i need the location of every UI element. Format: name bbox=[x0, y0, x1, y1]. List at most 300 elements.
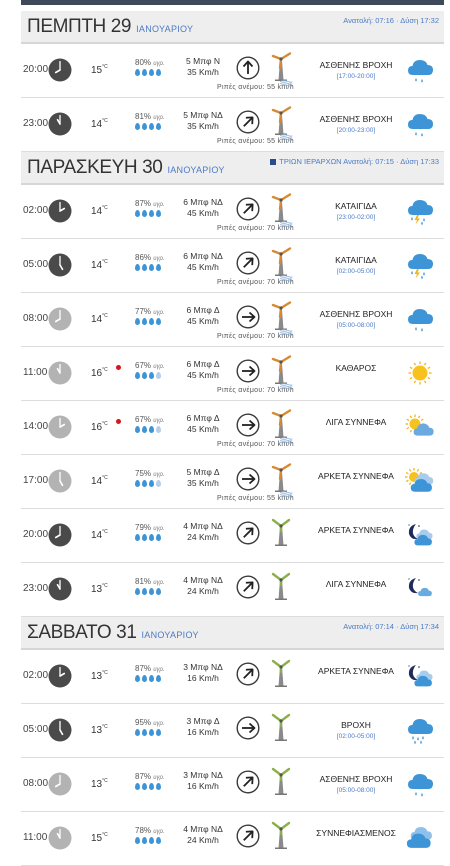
humidity bbox=[135, 58, 165, 67]
temperature-value: 13 bbox=[91, 671, 103, 682]
wind-turbine-icon bbox=[269, 516, 293, 546]
humidity-label: υγρ. bbox=[153, 115, 165, 121]
drop-icon bbox=[142, 372, 147, 379]
condition-period: [17:00-20:00] bbox=[336, 73, 376, 80]
drop-icon bbox=[135, 426, 140, 433]
storm-icon bbox=[405, 197, 435, 225]
humidity bbox=[135, 199, 165, 208]
hot-indicator bbox=[116, 365, 121, 370]
wind-gust-icon bbox=[279, 275, 293, 282]
temperature-value: 15 bbox=[91, 65, 103, 76]
wind-gusts: Ριπές ανέμου: 70 km/h bbox=[216, 333, 294, 340]
temperature-value: 14 bbox=[91, 206, 103, 217]
drop-icon bbox=[142, 729, 147, 736]
time-label: 05:00 bbox=[23, 724, 49, 735]
clock-icon bbox=[48, 469, 72, 493]
drop-icon bbox=[156, 588, 161, 595]
drop-icon bbox=[156, 729, 161, 736]
humidity-drops bbox=[135, 588, 163, 595]
clock-icon bbox=[48, 664, 72, 688]
drop-icon bbox=[135, 123, 140, 130]
humidity-drops bbox=[135, 837, 163, 844]
temperature-unit: °C bbox=[102, 529, 108, 535]
clock-icon bbox=[48, 415, 72, 439]
temperature-unit: °C bbox=[102, 205, 108, 211]
temperature-value: 16 bbox=[91, 368, 103, 379]
clock-icon bbox=[48, 307, 72, 331]
humidity-value: 75% bbox=[135, 469, 152, 478]
humidity bbox=[135, 826, 165, 835]
drop-icon bbox=[149, 426, 154, 433]
hot-indicator bbox=[116, 419, 121, 424]
forecast-row bbox=[21, 239, 444, 293]
time-label: 14:00 bbox=[23, 421, 49, 432]
drop-icon bbox=[142, 210, 147, 217]
humidity bbox=[135, 469, 165, 478]
humidity-value: 80% bbox=[135, 58, 152, 67]
sun-times: Ανατολή: 07:15 · Δύση 17:33 bbox=[343, 157, 439, 166]
time-label: 02:00 bbox=[23, 670, 49, 681]
drop-icon bbox=[149, 480, 154, 487]
drop-icon bbox=[156, 534, 161, 541]
temperature-value: 14 bbox=[91, 260, 103, 271]
condition-period: [23:00-02:00] bbox=[336, 214, 376, 221]
wind-info bbox=[171, 197, 235, 219]
drop-icon bbox=[142, 480, 147, 487]
time-label: 23:00 bbox=[23, 583, 49, 594]
humidity-drops bbox=[135, 69, 163, 76]
wind-turbine-icon bbox=[269, 246, 293, 276]
wind-beaufort: 3 Μπφ ΝΔ bbox=[183, 662, 223, 672]
humidity-value: 87% bbox=[135, 772, 152, 781]
sun-icon bbox=[405, 359, 435, 387]
humidity-label: υγρ. bbox=[153, 580, 165, 586]
humidity-value: 67% bbox=[135, 415, 152, 424]
humidity-value: 87% bbox=[135, 199, 152, 208]
wind-turbine-icon bbox=[269, 765, 293, 795]
top-bar bbox=[21, 0, 444, 5]
humidity-drops bbox=[135, 480, 163, 487]
temperature-value: 14 bbox=[91, 476, 103, 487]
time-label: 05:00 bbox=[23, 259, 49, 270]
wind-beaufort: 4 Μπφ ΝΔ bbox=[183, 521, 223, 531]
humidity-label: υγρ. bbox=[153, 667, 165, 673]
arrow-up-right-icon bbox=[236, 197, 260, 221]
wind-gust-icon bbox=[279, 80, 293, 87]
humidity-value: 81% bbox=[135, 577, 152, 586]
wind-info bbox=[171, 467, 235, 489]
humidity-label: υγρ. bbox=[153, 256, 165, 262]
humidity-drops bbox=[135, 426, 163, 433]
arrow-up-right-icon bbox=[236, 770, 260, 794]
wind-info bbox=[171, 521, 235, 543]
temperature-value: 15 bbox=[91, 833, 103, 844]
arrow-right-icon bbox=[236, 467, 260, 491]
day-date: ΠΕΜΠΤΗ 29 bbox=[27, 16, 132, 37]
temperature-unit: °C bbox=[102, 583, 108, 589]
wind-turbine-icon bbox=[269, 657, 293, 687]
temperature-value: 14 bbox=[91, 530, 103, 541]
drop-icon bbox=[156, 426, 161, 433]
wind-speed: 24 Km/h bbox=[187, 835, 219, 845]
wind-gusts: Ριπές ανέμου: 55 km/h bbox=[216, 495, 294, 502]
wind-info bbox=[171, 110, 235, 132]
time-label: 23:00 bbox=[23, 118, 49, 129]
humidity-drops bbox=[135, 372, 163, 379]
condition-period: [20:00-23:00] bbox=[336, 127, 376, 134]
drop-icon bbox=[149, 675, 154, 682]
temperature-value: 13 bbox=[91, 779, 103, 790]
day-date: ΣΑΒΒΑΤΟ 31 bbox=[27, 622, 137, 643]
condition-label: ΑΣΘΕΝΗΣ ΒΡΟΧΗ bbox=[319, 774, 393, 784]
temperature-unit: °C bbox=[102, 313, 108, 319]
humidity-drops bbox=[135, 264, 163, 271]
forecast-row bbox=[21, 704, 444, 758]
wind-speed: 45 Km/h bbox=[187, 262, 219, 272]
condition-label: ΑΡΚΕΤΑ ΣΥΝΝΕΦΑ bbox=[318, 525, 394, 535]
drop-icon bbox=[156, 783, 161, 790]
clock-icon bbox=[48, 523, 72, 547]
condition-label: ΒΡΟΧΗ bbox=[341, 720, 371, 730]
clock-icon bbox=[48, 199, 72, 223]
humidity-value: 86% bbox=[135, 253, 152, 262]
drop-icon bbox=[149, 123, 154, 130]
temperature bbox=[91, 313, 108, 325]
drop-icon bbox=[149, 837, 154, 844]
wind-beaufort: 4 Μπφ ΝΔ bbox=[183, 575, 223, 585]
clock-icon bbox=[48, 112, 72, 136]
light-rain-icon bbox=[405, 770, 435, 798]
temperature bbox=[91, 832, 108, 844]
day-month: ΙΑΝΟΥΑΡΙΟΥ bbox=[136, 24, 194, 34]
drop-icon bbox=[149, 264, 154, 271]
forecast-row bbox=[21, 509, 444, 563]
sun-times: Ανατολή: 07:14 · Δύση 17:34 bbox=[343, 622, 439, 631]
drop-icon bbox=[149, 318, 154, 325]
moon-clouds-icon bbox=[405, 521, 435, 549]
wind-speed: 45 Km/h bbox=[187, 370, 219, 380]
wind-speed: 16 Km/h bbox=[187, 673, 219, 683]
drop-icon bbox=[149, 69, 154, 76]
wind-turbine-icon bbox=[269, 192, 293, 222]
wind-turbine-icon bbox=[269, 300, 293, 330]
humidity-label: υγρ. bbox=[153, 526, 165, 532]
drop-icon bbox=[156, 210, 161, 217]
condition-period: [05:00-08:00] bbox=[336, 322, 376, 329]
humidity bbox=[135, 253, 165, 262]
humidity-value: 77% bbox=[135, 307, 152, 316]
day-header bbox=[21, 152, 444, 185]
time-label: 17:00 bbox=[23, 475, 49, 486]
humidity-drops bbox=[135, 783, 163, 790]
moon-cloud-icon bbox=[405, 575, 435, 603]
drop-icon bbox=[142, 123, 147, 130]
humidity-value: 79% bbox=[135, 523, 152, 532]
drop-icon bbox=[142, 837, 147, 844]
condition-label: ΚΑΘΑΡΟΣ bbox=[335, 363, 377, 373]
forecast-list bbox=[21, 11, 444, 866]
wind-gust-icon bbox=[279, 437, 293, 444]
clock-icon bbox=[48, 58, 72, 82]
clock-icon bbox=[48, 718, 72, 742]
wind-gusts: Ριπές ανέμου: 70 km/h bbox=[216, 387, 294, 394]
wind-info bbox=[171, 662, 235, 684]
drop-icon bbox=[135, 588, 140, 595]
drop-icon bbox=[149, 783, 154, 790]
humidity bbox=[135, 772, 165, 781]
forecast-row bbox=[21, 44, 444, 98]
day-title bbox=[27, 16, 193, 38]
humidity-label: υγρ. bbox=[153, 61, 165, 67]
wind-gusts: Ριπές ανέμου: 70 km/h bbox=[216, 441, 294, 448]
temperature-value: 13 bbox=[91, 725, 103, 736]
temperature bbox=[91, 670, 108, 682]
humidity bbox=[135, 718, 165, 727]
humidity bbox=[135, 361, 165, 370]
light-rain-icon bbox=[405, 56, 435, 84]
humidity-label: υγρ. bbox=[153, 418, 165, 424]
drop-icon bbox=[156, 480, 161, 487]
wind-beaufort: 3 Μπφ ΝΔ bbox=[183, 770, 223, 780]
temperature bbox=[91, 64, 108, 76]
condition-label: ΚΑΤΑΙΓΙΔΑ bbox=[335, 255, 377, 265]
clock-icon bbox=[48, 253, 72, 277]
clock-icon bbox=[48, 577, 72, 601]
day-title bbox=[27, 157, 225, 179]
drop-icon bbox=[135, 783, 140, 790]
drop-icon bbox=[142, 318, 147, 325]
condition-label: ΑΣΘΕΝΗΣ ΒΡΟΧΗ bbox=[319, 309, 393, 319]
drop-icon bbox=[156, 372, 161, 379]
wind-speed: 35 Km/h bbox=[187, 478, 219, 488]
condition-label: ΑΣΘΕΝΗΣ ΒΡΟΧΗ bbox=[319, 114, 393, 124]
time-label: 20:00 bbox=[23, 64, 49, 75]
humidity-value: 81% bbox=[135, 112, 152, 121]
drop-icon bbox=[142, 534, 147, 541]
wind-info bbox=[171, 251, 235, 273]
wind-speed: 35 Km/h bbox=[187, 67, 219, 77]
drop-icon bbox=[156, 69, 161, 76]
wind-info bbox=[171, 575, 235, 597]
condition-label: ΑΣΘΕΝΗΣ ΒΡΟΧΗ bbox=[319, 60, 393, 70]
wind-gust-icon bbox=[279, 134, 293, 141]
temperature-unit: °C bbox=[102, 724, 108, 730]
humidity-value: 67% bbox=[135, 361, 152, 370]
humidity-drops bbox=[135, 729, 163, 736]
humidity-value: 95% bbox=[135, 718, 152, 727]
wind-beaufort: 4 Μπφ ΝΔ bbox=[183, 824, 223, 834]
wind-beaufort: 6 Μπφ Δ bbox=[186, 359, 220, 369]
time-label: 11:00 bbox=[23, 832, 48, 843]
wind-info bbox=[171, 770, 235, 792]
sun-clouds-icon bbox=[405, 467, 435, 495]
drop-icon bbox=[142, 783, 147, 790]
temperature-value: 13 bbox=[91, 584, 103, 595]
wind-speed: 35 Km/h bbox=[187, 121, 219, 131]
overcast-icon bbox=[405, 824, 435, 852]
wind-turbine-icon bbox=[269, 570, 293, 600]
forecast-row bbox=[21, 758, 444, 812]
wind-info bbox=[171, 359, 235, 381]
humidity-value: 78% bbox=[135, 826, 152, 835]
wind-turbine-icon bbox=[269, 51, 293, 81]
condition-period: [02:00-05:00] bbox=[336, 268, 376, 275]
day-date: ΠΑΡΑΣΚΕΥΗ 30 bbox=[27, 157, 163, 178]
wind-info bbox=[171, 305, 235, 327]
forecast-row bbox=[21, 347, 444, 401]
wind-speed: 45 Km/h bbox=[187, 424, 219, 434]
drop-icon bbox=[135, 264, 140, 271]
temperature-unit: °C bbox=[102, 64, 108, 70]
wind-speed: 24 Km/h bbox=[187, 586, 219, 596]
moon-clouds-icon bbox=[405, 662, 435, 690]
temperature bbox=[91, 367, 108, 379]
temperature bbox=[91, 118, 108, 130]
clock-icon bbox=[48, 826, 72, 850]
clock-icon bbox=[48, 772, 72, 796]
drop-icon bbox=[135, 675, 140, 682]
temperature-unit: °C bbox=[102, 670, 108, 676]
drop-icon bbox=[149, 588, 154, 595]
condition-label: ΛΙΓΑ ΣΥΝΝΕΦΑ bbox=[325, 417, 387, 427]
wind-speed: 16 Km/h bbox=[187, 727, 219, 737]
humidity-label: υγρ. bbox=[153, 310, 165, 316]
drop-icon bbox=[142, 675, 147, 682]
wind-speed: 16 Km/h bbox=[187, 781, 219, 791]
temperature-unit: °C bbox=[102, 421, 108, 427]
arrow-right-icon bbox=[236, 413, 260, 437]
forecast-row bbox=[21, 563, 444, 617]
forecast-row bbox=[21, 401, 444, 455]
condition-label: ΚΑΤΑΙΓΙΔΑ bbox=[335, 201, 377, 211]
drop-icon bbox=[149, 534, 154, 541]
humidity-drops bbox=[135, 318, 163, 325]
humidity-label: υγρ. bbox=[153, 364, 165, 370]
wind-gusts: Ριπές ανέμου: 70 km/h bbox=[216, 279, 294, 286]
humidity-drops bbox=[135, 123, 163, 130]
drop-icon bbox=[135, 210, 140, 217]
sun-cloud-icon bbox=[405, 413, 435, 441]
temperature-unit: °C bbox=[102, 475, 108, 481]
temperature-unit: °C bbox=[102, 118, 108, 124]
time-label: 08:00 bbox=[23, 778, 49, 789]
drop-icon bbox=[135, 837, 140, 844]
sunrise-sunset bbox=[270, 157, 439, 166]
time-label: 02:00 bbox=[23, 205, 49, 216]
wind-gust-icon bbox=[279, 383, 293, 390]
wind-beaufort: 6 Μπφ ΝΔ bbox=[183, 251, 223, 261]
arrow-up-right-icon bbox=[236, 521, 260, 545]
humidity bbox=[135, 577, 165, 586]
humidity-value: 87% bbox=[135, 664, 152, 673]
drop-icon bbox=[156, 837, 161, 844]
humidity-label: υγρ. bbox=[153, 721, 165, 727]
drop-icon bbox=[156, 318, 161, 325]
temperature-unit: °C bbox=[102, 778, 108, 784]
arrow-right-icon bbox=[236, 359, 260, 383]
wind-gusts: Ριπές ανέμου: 55 km/h bbox=[216, 138, 294, 145]
temperature-unit: °C bbox=[102, 367, 108, 373]
day-title bbox=[27, 622, 199, 644]
temperature bbox=[91, 583, 108, 595]
wind-gusts: Ριπές ανέμου: 55 km/h bbox=[216, 84, 294, 91]
forecast-row bbox=[21, 650, 444, 704]
drop-icon bbox=[142, 426, 147, 433]
drop-icon bbox=[142, 264, 147, 271]
humidity-drops bbox=[135, 675, 163, 682]
wind-turbine-icon bbox=[269, 462, 293, 492]
arrow-up-right-icon bbox=[236, 110, 260, 134]
drop-icon bbox=[135, 480, 140, 487]
light-rain-icon bbox=[405, 305, 435, 333]
temperature bbox=[91, 205, 108, 217]
arrow-up-icon bbox=[236, 56, 260, 80]
temperature bbox=[91, 259, 108, 271]
temperature bbox=[91, 421, 108, 433]
drop-icon bbox=[135, 372, 140, 379]
calendar-icon bbox=[270, 159, 276, 165]
humidity bbox=[135, 112, 165, 121]
temperature-value: 16 bbox=[91, 422, 103, 433]
day-header bbox=[21, 11, 444, 44]
wind-speed: 45 Km/h bbox=[187, 316, 219, 326]
time-label: 08:00 bbox=[23, 313, 49, 324]
wind-beaufort: 3 Μπφ Δ bbox=[186, 716, 220, 726]
day-month: ΙΑΝΟΥΑΡΙΟΥ bbox=[141, 630, 199, 640]
storm-icon bbox=[405, 251, 435, 279]
forecast-row bbox=[21, 98, 444, 152]
forecast-row bbox=[21, 293, 444, 347]
humidity-drops bbox=[135, 210, 163, 217]
wind-beaufort: 5 Μπφ ΝΔ bbox=[183, 110, 223, 120]
holiday-note: ΤΡΙΩΝ ΙΕΡΑΡΧΩΝ bbox=[279, 157, 342, 166]
wind-turbine-icon bbox=[269, 711, 293, 741]
condition-label: ΣΥΝΝΕΦΙΑΣΜΕΝΟΣ bbox=[316, 828, 396, 838]
time-label: 11:00 bbox=[23, 367, 48, 378]
wind-turbine-icon bbox=[269, 408, 293, 438]
wind-beaufort: 5 Μπφ Ν bbox=[186, 56, 220, 66]
rain-icon bbox=[405, 716, 435, 744]
temperature-unit: °C bbox=[102, 259, 108, 265]
condition-label: ΑΡΚΕΤΑ ΣΥΝΝΕΦΑ bbox=[318, 471, 394, 481]
temperature bbox=[91, 778, 108, 790]
sunrise-sunset bbox=[343, 622, 439, 631]
wind-gusts: Ριπές ανέμου: 70 km/h bbox=[216, 225, 294, 232]
humidity bbox=[135, 415, 165, 424]
drop-icon bbox=[142, 588, 147, 595]
wind-info bbox=[171, 56, 235, 78]
condition-period: [05:00-08:00] bbox=[336, 787, 376, 794]
wind-info bbox=[171, 824, 235, 846]
arrow-up-right-icon bbox=[236, 251, 260, 275]
drop-icon bbox=[135, 69, 140, 76]
temperature-unit: °C bbox=[102, 832, 108, 838]
humidity bbox=[135, 307, 165, 316]
drop-icon bbox=[135, 729, 140, 736]
humidity bbox=[135, 664, 165, 673]
day-month: ΙΑΝΟΥΑΡΙΟΥ bbox=[167, 165, 225, 175]
wind-beaufort: 6 Μπφ ΝΔ bbox=[183, 197, 223, 207]
humidity-label: υγρ. bbox=[153, 202, 165, 208]
arrow-right-icon bbox=[236, 716, 260, 740]
day-header bbox=[21, 617, 444, 650]
forecast-row bbox=[21, 185, 444, 239]
temperature-value: 14 bbox=[91, 314, 103, 325]
wind-info bbox=[171, 716, 235, 738]
drop-icon bbox=[156, 675, 161, 682]
humidity bbox=[135, 523, 165, 532]
drop-icon bbox=[149, 729, 154, 736]
